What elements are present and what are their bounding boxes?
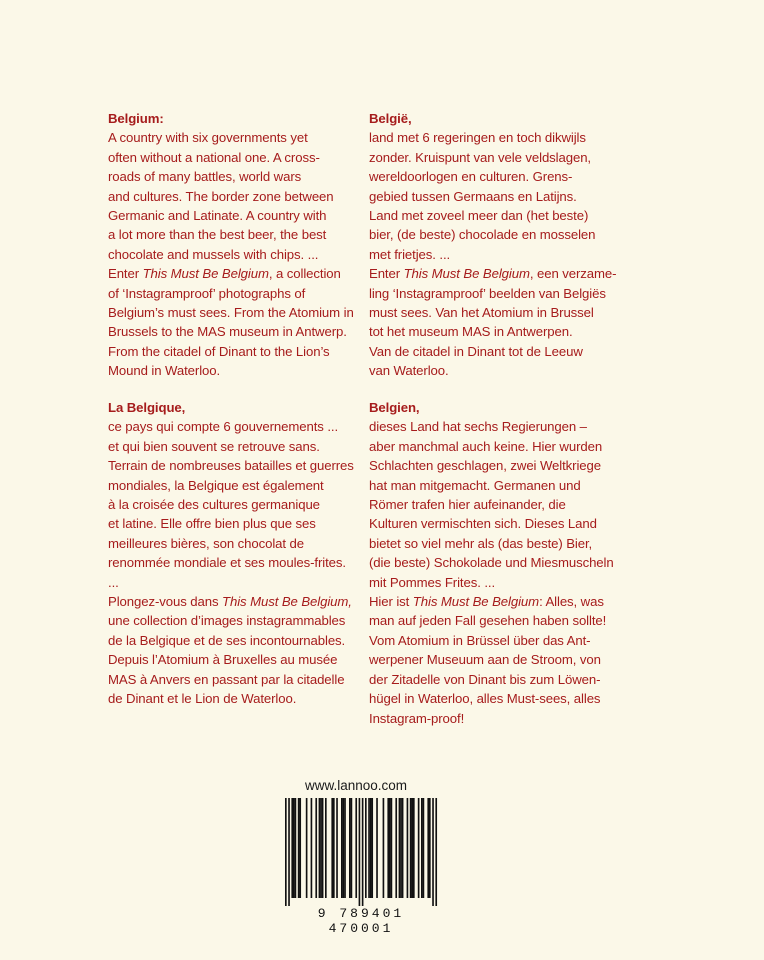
- barcode-bar: [391, 798, 393, 898]
- text-line: (die beste) Schokolade und Miesmuscheln: [369, 555, 614, 571]
- barcode-bar: [365, 798, 367, 898]
- text-line: A country with six governments yet: [108, 130, 308, 146]
- text-line: dieses Land hat sechs Regierungen –: [369, 419, 587, 435]
- book-title-italic: This Must Be Belgium: [142, 266, 269, 282]
- text-line: aber manchmal auch keine. Hier wurden: [369, 438, 603, 454]
- barcode-bar: [285, 798, 287, 906]
- text-block-french: [108, 398, 360, 709]
- barcode-bar: [368, 798, 370, 898]
- barcode-bar: [359, 798, 361, 906]
- text-line: werpener Museuum aan de Stroom, von: [369, 652, 601, 668]
- text-line: et latine. Elle offre bien plus que ses: [108, 516, 316, 532]
- text-line: Römer trafen hier aufeinander, die: [369, 497, 566, 513]
- barcode-bar: [341, 798, 343, 898]
- block-title: Belgien,: [369, 400, 420, 415]
- barcode-bar: [311, 798, 313, 898]
- text-line: une collection d’images instagrammables: [108, 613, 346, 629]
- barcode-bars: [281, 798, 441, 906]
- barcode-bar: [387, 798, 389, 898]
- text-line: mondiales, la Belgique est également: [108, 477, 324, 493]
- text-line: de la Belgique et de ses incontournables.: [108, 632, 346, 648]
- text-line: of ‘Instagramproof’ photographs of: [108, 285, 306, 301]
- book-title-italic: This Must Be Belgium: [403, 266, 530, 282]
- text-line: wereldoorlogen en culturen. Grens-: [369, 169, 573, 185]
- barcode-bar: [427, 798, 429, 898]
- block-title: België,: [369, 111, 412, 126]
- text-segment: Enter: [369, 266, 404, 282]
- barcode-bar: [376, 798, 378, 898]
- barcode-bar: [413, 798, 415, 898]
- text-line: bier, (de beste) chocolade en mosselen: [369, 227, 596, 243]
- text-line: man auf jeden Fall gesehen haben sollte!: [369, 613, 607, 629]
- text-line: et qui bien souvent se retrouve sans.: [108, 438, 320, 454]
- text-line: de Dinant et le Lion de Waterloo.: [108, 691, 297, 707]
- barcode-bar: [322, 798, 324, 898]
- isbn-number: 9 789401 470001: [317, 906, 405, 936]
- text-line: Land met zoveel meer dan (het beste): [369, 208, 589, 224]
- text-line: a lot more than the best beer, the best: [108, 227, 327, 243]
- text-line: [108, 592, 360, 611]
- text-line: Terrain de nombreuses batailles et guerres: [108, 458, 354, 474]
- text-segment: , a collection: [268, 266, 341, 282]
- barcode-bar: [319, 798, 321, 898]
- barcode-bar: [411, 798, 413, 898]
- text-block-english: [108, 109, 360, 381]
- barcode-bar: [423, 798, 425, 898]
- barcode-bar: [288, 798, 290, 906]
- text-line: ...: [108, 574, 119, 590]
- barcode-bar: [400, 798, 402, 898]
- text-line: Schlachten geschlagen, zwei Weltkriege: [369, 458, 601, 474]
- text-line: Germanic and Latinate. A country with: [108, 208, 327, 224]
- text-segment: : Alles, was: [539, 594, 604, 610]
- text-line: Instagram-proof!: [369, 710, 465, 726]
- text-line: [108, 264, 360, 283]
- barcode-bar: [421, 798, 423, 898]
- text-line: From the citadel of Dinant to the Lion’s: [108, 343, 330, 359]
- block-title: Belgium:: [108, 111, 164, 126]
- barcode-bar: [320, 798, 322, 898]
- text-line: [369, 592, 621, 611]
- text-line: MAS à Anvers en passant par la citadelle: [108, 671, 345, 687]
- text-line: chocolate and mussels with chips. ...: [108, 246, 319, 262]
- barcode-bar: [349, 798, 351, 898]
- barcode-bar: [293, 798, 295, 898]
- barcode-bar: [355, 798, 357, 898]
- text-line: van Waterloo.: [369, 363, 449, 379]
- text-line: à la croisée des cultures germanique: [108, 497, 320, 513]
- text-line: Belgium’s must sees. From the Atomium in: [108, 305, 354, 321]
- block-title: La Belgique,: [108, 400, 186, 415]
- text-line: Vom Atomium in Brüssel über das Ant-: [369, 632, 591, 648]
- barcode-bar: [315, 798, 317, 898]
- barcode-bar: [389, 798, 391, 898]
- text-line: bietet so viel mehr als (das beste) Bier,: [369, 535, 593, 551]
- barcode-bar: [435, 798, 437, 906]
- barcode-bar: [331, 798, 333, 898]
- barcode-bar: [407, 798, 409, 898]
- text-segment: Enter: [108, 266, 143, 282]
- barcode-bar: [333, 798, 335, 898]
- text-line: Brussels to the MAS museum in Antwerp.: [108, 324, 347, 340]
- barcode-bar: [371, 798, 373, 898]
- text-line: Van de citadel in Dinant tot de Leeuw: [369, 343, 583, 359]
- text-line: zonder. Kruispunt van vele veldslagen,: [369, 149, 591, 165]
- barcode-bar: [429, 798, 431, 898]
- text-line: land met 6 regeringen en toch dikwijls: [369, 130, 586, 146]
- text-line: must sees. Van het Atomium in Brussel: [369, 305, 594, 321]
- website-url: www.lannoo.com: [304, 778, 408, 793]
- isbn-barcode: [281, 798, 441, 936]
- barcode-bar: [362, 798, 364, 906]
- text-line: Mound in Waterloo.: [108, 363, 221, 379]
- text-line: ce pays qui compte 6 gouvernements ...: [108, 419, 339, 435]
- text-line: meilleures bières, son chocolat de: [108, 535, 304, 551]
- barcode-bar: [370, 798, 372, 898]
- barcode-bar: [343, 798, 345, 898]
- barcode-bar: [418, 798, 420, 898]
- text-line: ling ‘Instagramproof’ beelden van Belgiës: [369, 285, 606, 301]
- text-line: often without a national one. A cross-: [108, 149, 320, 165]
- barcode-bar: [410, 798, 412, 898]
- barcode-bar: [325, 798, 327, 898]
- barcode-bar: [344, 798, 346, 898]
- text-segment: Hier ist: [369, 594, 413, 610]
- text-line: mit Pommes Frites. ...: [369, 574, 496, 590]
- text-line: Kulturen vermischten sich. Dieses Land: [369, 516, 597, 532]
- barcode-bar: [295, 798, 297, 898]
- barcode-bar: [383, 798, 385, 898]
- barcode-bar: [299, 798, 301, 898]
- book-title-italic: This Must Be Belgium,: [222, 594, 352, 610]
- text-segment: , een verzame-: [529, 266, 617, 282]
- barcode-bar: [432, 798, 434, 906]
- barcode-bar: [395, 798, 397, 898]
- text-line: met frietjes. ...: [369, 246, 451, 262]
- barcode-bar: [399, 798, 401, 898]
- text-line: der Zitadelle von Dinant bis zum Löwen-: [369, 671, 601, 687]
- barcode-bar: [298, 798, 300, 898]
- text-line: [369, 264, 621, 283]
- text-line: hat man mitgemacht. Germanen und: [369, 477, 581, 493]
- barcode-bar: [351, 798, 353, 898]
- text-line: hügel in Waterloo, alles Must-sees, alles: [369, 691, 601, 707]
- text-line: Depuis l’Atomium à Bruxelles au musée: [108, 652, 338, 668]
- text-line: tot het museum MAS in Antwerpen.: [369, 324, 573, 340]
- barcode-bar: [306, 798, 308, 898]
- barcode-bar: [291, 798, 293, 898]
- text-line: and cultures. The border zone between: [108, 188, 334, 204]
- barcode-bar: [336, 798, 338, 898]
- book-title-italic: This Must Be Belgium: [412, 594, 540, 610]
- text-line: gebied tussen Germaans en Latijns.: [369, 188, 577, 204]
- barcode-bar: [402, 798, 404, 898]
- text-segment: Plongez-vous dans: [108, 594, 223, 610]
- text-line: renommée mondiale et ses moules-frites.: [108, 555, 346, 571]
- text-line: roads of many battles, world wars: [108, 169, 302, 185]
- text-block-dutch: [369, 109, 621, 381]
- text-block-german: [369, 398, 621, 728]
